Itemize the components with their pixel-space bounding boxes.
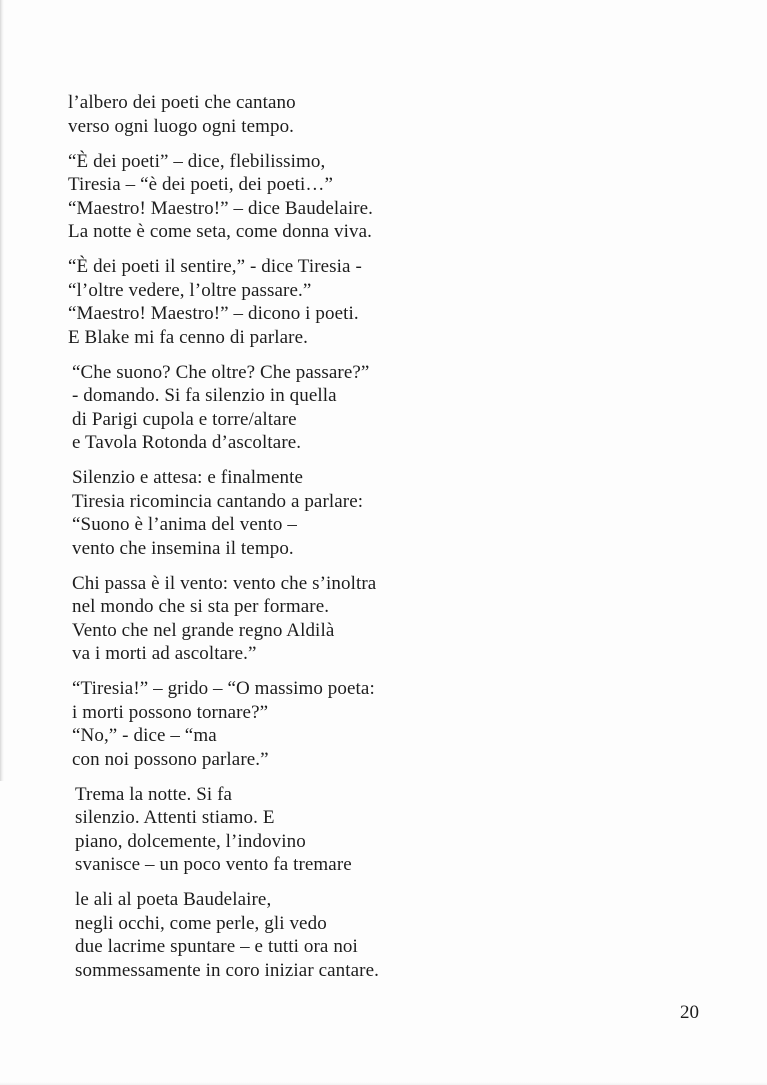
- poem-line: - domando. Si fa silenzio in quella: [72, 385, 337, 406]
- poem-line: di Parigi cupola e torre/altare: [72, 408, 297, 430]
- poem-stanza: [68, 572, 688, 666]
- poem-line: l’albero dei poeti che cantano: [68, 92, 296, 113]
- poem-line: “l’oltre vedere, l’oltre passare.”: [68, 279, 312, 301]
- poem-line: due lacrime spuntare – e tutti ora noi: [75, 936, 358, 957]
- poem-line: Vento che nel grande regno Aldilà: [72, 619, 335, 641]
- poem-line: Chi passa è il vento: vento che s’inoltra: [72, 572, 377, 594]
- poem-line: Tiresia ricomincia cantando a parlare:: [72, 490, 364, 512]
- poem-line: E Blake mi fa cenno di parlare.: [68, 326, 308, 348]
- poem-stanza: [68, 677, 688, 771]
- poem-line: e Tavola Rotonda d’ascoltare.: [72, 432, 302, 453]
- poem-stanza: [68, 783, 688, 877]
- poem-line: “No,” - dice – “ma: [72, 725, 217, 746]
- poem-line: “Maestro! Maestro!” – dice Baudelaire.: [68, 197, 374, 219]
- poem-line: vento che insemina il tempo.: [72, 537, 294, 559]
- poem-line: va i morti ad ascoltare.”: [72, 643, 257, 664]
- poem-line: verso ogni luogo ogni tempo.: [68, 115, 295, 137]
- poem-text: [68, 91, 688, 994]
- poem-stanza: [68, 361, 688, 455]
- poem-line: “Tiresia!” – grido – “O massimo poeta:: [72, 678, 375, 699]
- poem-line: “Maestro! Maestro!” – dicono i poeti.: [68, 303, 359, 324]
- poem-line: “È dei poeti” – dice, flebilissimo,: [68, 150, 326, 172]
- poem-stanza: [68, 150, 688, 244]
- poem-stanza: [68, 91, 688, 138]
- poem-line: “È dei poeti il sentire,” - dice Tiresia -: [68, 256, 362, 277]
- poem-line: svanisce – un poco vento fa tremare: [75, 854, 352, 875]
- poem-line: sommessamente in coro iniziar cantare.: [75, 959, 379, 981]
- poem-line: Silenzio e attesa: e finalmente: [72, 467, 304, 488]
- poem-line: “Suono è l’anima del vento –: [72, 514, 297, 535]
- poem-line: “Che suono? Che oltre? Che passare?”: [72, 361, 370, 383]
- scan-edge-artifact-left: [0, 0, 4, 781]
- page-number: 20: [680, 1002, 699, 1023]
- poem-line: Tiresia – “è dei poeti, dei poeti…”: [68, 174, 334, 195]
- poem-line: nel mondo che si sta per formare.: [72, 596, 330, 617]
- poem-stanza: [68, 466, 688, 560]
- poem-line: La notte è come seta, come donna viva.: [68, 221, 372, 242]
- poem-stanza: [68, 888, 688, 982]
- poem-line: le ali al poeta Baudelaire,: [75, 889, 272, 910]
- poem-line: i morti possono tornare?”: [72, 701, 269, 723]
- poem-line: negli occhi, come perle, gli vedo: [75, 912, 327, 934]
- poem-line: piano, dolcemente, l’indovino: [75, 830, 306, 852]
- poem-line: Trema la notte. Si fa: [75, 783, 233, 805]
- poem-line: con noi possono parlare.”: [72, 748, 269, 770]
- poem-stanza: [68, 255, 688, 349]
- poem-line: silenzio. Attenti stiamo. E: [75, 807, 275, 828]
